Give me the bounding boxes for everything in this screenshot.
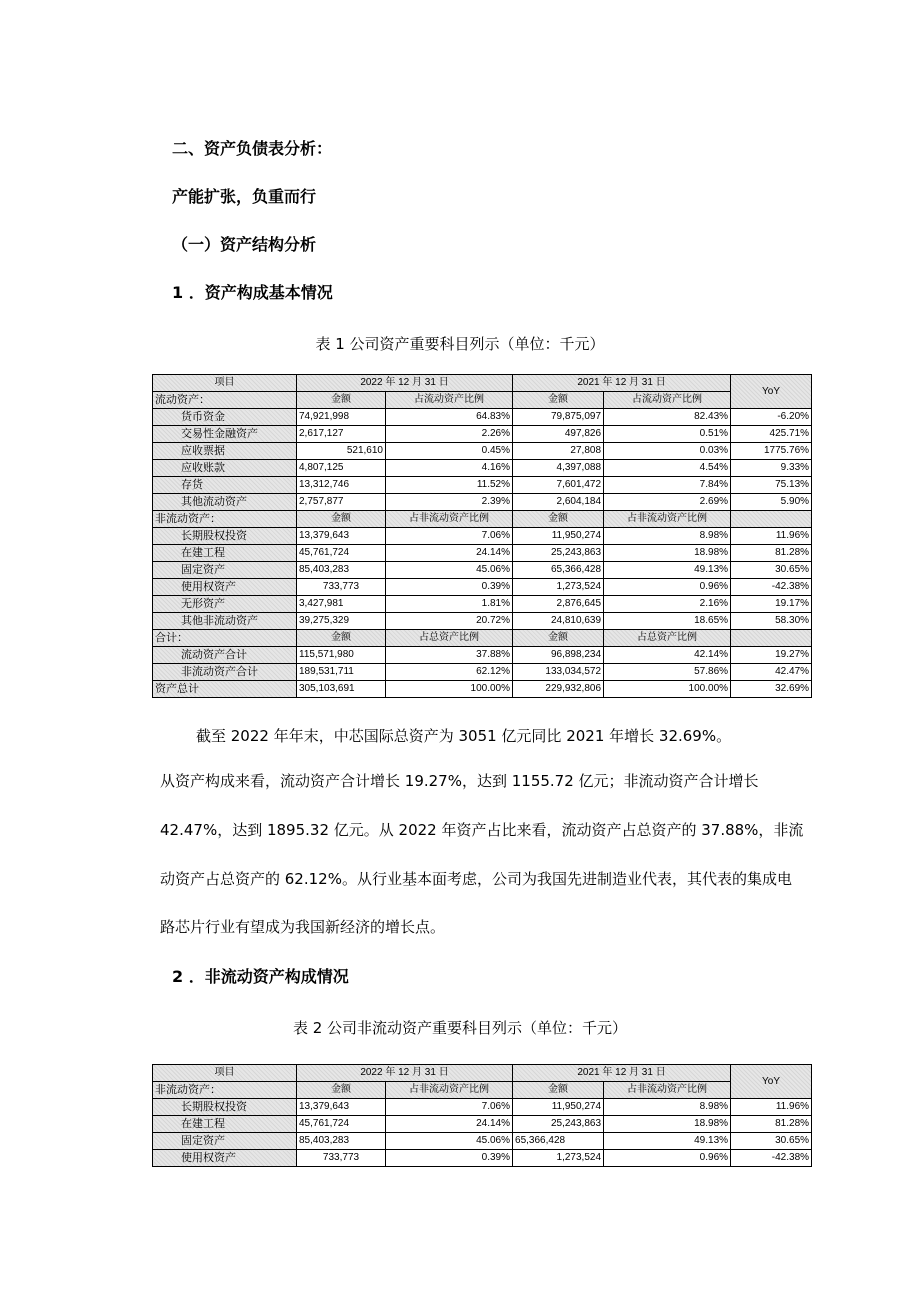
yoy-value: 30.65% bbox=[731, 562, 812, 579]
table-row bbox=[153, 1116, 812, 1133]
empty-cell bbox=[731, 511, 812, 528]
amount-2021: 11,950,274 bbox=[513, 528, 604, 545]
amount-2021: 2,604,184 bbox=[513, 494, 604, 511]
table-row bbox=[153, 1150, 812, 1167]
group-row-current-assets bbox=[153, 392, 812, 409]
amount-2022: 45,761,724 bbox=[297, 545, 386, 562]
row-label: 无形资产 bbox=[153, 596, 297, 613]
table-row bbox=[153, 647, 812, 664]
ratio-2021: 18.65% bbox=[604, 613, 731, 630]
header-year-2021: 2021 年 12 月 31 日 bbox=[513, 375, 731, 392]
amount-2022: 2,617,127 bbox=[297, 426, 386, 443]
table-row bbox=[153, 545, 812, 562]
amount-2021: 24,810,639 bbox=[513, 613, 604, 630]
row-label: 其他流动资产 bbox=[153, 494, 297, 511]
amount-2022: 115,571,980 bbox=[297, 647, 386, 664]
ratio-2022: 45.06% bbox=[386, 562, 513, 579]
table-header-row bbox=[153, 375, 812, 392]
yoy-value: 19.27% bbox=[731, 647, 812, 664]
row-label: 应收账款 bbox=[153, 460, 297, 477]
table-row bbox=[153, 409, 812, 426]
ratio-2021: 49.13% bbox=[604, 1133, 731, 1150]
paragraph-line-1: 截至 2022 年年末，中芯国际总资产为 3051 亿元同比 2021 年增长 32.69%。 bbox=[196, 727, 732, 745]
ratio-2021: 8.98% bbox=[604, 1099, 731, 1116]
ratio-2022: 2.39% bbox=[386, 494, 513, 511]
header-item: 项目 bbox=[153, 1065, 297, 1082]
yoy-value: 42.47% bbox=[731, 664, 812, 681]
amount-2021: 229,932,806 bbox=[513, 681, 604, 698]
amount-2021: 65,366,428 bbox=[513, 562, 604, 579]
ratio-2021: 0.03% bbox=[604, 443, 731, 460]
ratio-header: 占非流动资产比例 bbox=[386, 511, 513, 528]
yoy-value: 9.33% bbox=[731, 460, 812, 477]
ratio-2021: 0.96% bbox=[604, 1150, 731, 1167]
ratio-2022: 24.14% bbox=[386, 545, 513, 562]
row-label: 存货 bbox=[153, 477, 297, 494]
group-row-non-current-assets bbox=[153, 511, 812, 528]
table-total-row bbox=[153, 681, 812, 698]
table-row bbox=[153, 1099, 812, 1116]
table1-asset-items bbox=[152, 374, 812, 698]
amount-2021: 79,875,097 bbox=[513, 409, 604, 426]
ratio-header: 占总资产比例 bbox=[604, 630, 731, 647]
header-year-2022: 2022 年 12 月 31 日 bbox=[297, 375, 513, 392]
amount-header: 金额 bbox=[297, 1082, 386, 1099]
yoy-value: 81.28% bbox=[731, 545, 812, 562]
ratio-2022: 24.14% bbox=[386, 1116, 513, 1133]
row-label: 使用权资产 bbox=[153, 579, 297, 596]
ratio-header: 占流动资产比例 bbox=[386, 392, 513, 409]
ratio-2022: 45.06% bbox=[386, 1133, 513, 1150]
row-label: 交易性金融资产 bbox=[153, 426, 297, 443]
ratio-2022: 100.00% bbox=[386, 681, 513, 698]
row-label: 流动资产合计 bbox=[153, 647, 297, 664]
ratio-2021: 4.54% bbox=[604, 460, 731, 477]
table1-caption: 表 1 公司资产重要科目列示（单位：千元） bbox=[315, 335, 605, 353]
row-label: 固定资产 bbox=[153, 1133, 297, 1150]
ratio-2022: 1.81% bbox=[386, 596, 513, 613]
group-row-non-current-assets bbox=[153, 1082, 812, 1099]
amount-header: 金额 bbox=[297, 392, 386, 409]
yoy-value: 81.28% bbox=[731, 1116, 812, 1133]
ratio-2022: 20.72% bbox=[386, 613, 513, 630]
amount-2021: 1,273,524 bbox=[513, 579, 604, 596]
heading-non-current-composition: 2 ．非流动资产构成情况 bbox=[172, 967, 349, 986]
amount-2022: 13,312,746 bbox=[297, 477, 386, 494]
amount-2021: 96,898,234 bbox=[513, 647, 604, 664]
table-row bbox=[153, 579, 812, 596]
yoy-value: 19.17% bbox=[731, 596, 812, 613]
ratio-2022: 11.52% bbox=[386, 477, 513, 494]
row-label: 资产总计 bbox=[153, 681, 297, 698]
yoy-value: 32.69% bbox=[731, 681, 812, 698]
group-row-totals bbox=[153, 630, 812, 647]
table-row bbox=[153, 426, 812, 443]
ratio-header: 占非流动资产比例 bbox=[604, 1082, 731, 1099]
table-row bbox=[153, 562, 812, 579]
paragraph-line-4: 动资产占总资产的 62.12%。从行业基本面考虑，公司为我国先进制造业代表，其代表的集成电 bbox=[160, 870, 792, 888]
yoy-value: -42.38% bbox=[731, 1150, 812, 1167]
ratio-2021: 18.98% bbox=[604, 545, 731, 562]
amount-2022: 3,427,981 bbox=[297, 596, 386, 613]
table2-non-current-items bbox=[152, 1064, 812, 1167]
row-label: 长期股权投资 bbox=[153, 528, 297, 545]
ratio-2021: 18.98% bbox=[604, 1116, 731, 1133]
group-label: 合计： bbox=[153, 630, 297, 647]
table1-body bbox=[153, 375, 812, 698]
empty-cell bbox=[731, 630, 812, 647]
amount-2021: 497,826 bbox=[513, 426, 604, 443]
table-row bbox=[153, 494, 812, 511]
amount-2022: 733,773 bbox=[297, 1150, 386, 1167]
amount-2022: 85,403,283 bbox=[297, 1133, 386, 1150]
amount-header: 金额 bbox=[513, 1082, 604, 1099]
ratio-2021: 100.00% bbox=[604, 681, 731, 698]
table2-body bbox=[153, 1065, 812, 1167]
amount-2022: 189,531,711 bbox=[297, 664, 386, 681]
ratio-2021: 49.13% bbox=[604, 562, 731, 579]
ratio-2022: 37.88% bbox=[386, 647, 513, 664]
header-yoy: YoY bbox=[731, 375, 812, 409]
heading-asset-composition: 1 ．资产构成基本情况 bbox=[172, 283, 333, 302]
table-header-row bbox=[153, 1065, 812, 1082]
paragraph-line-3: 42.47%，达到 1895.32 亿元。从 2022 年资产占比来看，流动资产占总资产的 37.88%，非流 bbox=[160, 821, 804, 839]
ratio-header: 占总资产比例 bbox=[386, 630, 513, 647]
amount-2022: 74,921,998 bbox=[297, 409, 386, 426]
amount-2022: 39,275,329 bbox=[297, 613, 386, 630]
amount-2022: 13,379,643 bbox=[297, 1099, 386, 1116]
ratio-2021: 7.84% bbox=[604, 477, 731, 494]
header-yoy: YoY bbox=[731, 1065, 812, 1099]
amount-2022: 85,403,283 bbox=[297, 562, 386, 579]
amount-2022: 521,610 bbox=[297, 443, 386, 460]
ratio-2021: 8.98% bbox=[604, 528, 731, 545]
ratio-2021: 0.51% bbox=[604, 426, 731, 443]
table-row bbox=[153, 460, 812, 477]
table-row bbox=[153, 596, 812, 613]
ratio-2022: 7.06% bbox=[386, 1099, 513, 1116]
amount-2022: 45,761,724 bbox=[297, 1116, 386, 1133]
group-label: 非流动资产： bbox=[153, 511, 297, 528]
yoy-value: 425.71% bbox=[731, 426, 812, 443]
amount-2022: 733,773 bbox=[297, 579, 386, 596]
yoy-value: 75.13% bbox=[731, 477, 812, 494]
group-label: 非流动资产： bbox=[153, 1082, 297, 1099]
row-label: 在建工程 bbox=[153, 1116, 297, 1133]
amount-2021: 27,808 bbox=[513, 443, 604, 460]
table-row bbox=[153, 664, 812, 681]
amount-header: 金额 bbox=[297, 511, 386, 528]
yoy-value: 5.90% bbox=[731, 494, 812, 511]
ratio-2022: 62.12% bbox=[386, 664, 513, 681]
amount-header: 金额 bbox=[513, 392, 604, 409]
ratio-2021: 2.16% bbox=[604, 596, 731, 613]
row-label: 长期股权投资 bbox=[153, 1099, 297, 1116]
heading-asset-structure: （一）资产结构分析 bbox=[172, 235, 317, 254]
table-row bbox=[153, 1133, 812, 1150]
ratio-header: 占非流动资产比例 bbox=[604, 511, 731, 528]
amount-2021: 4,397,088 bbox=[513, 460, 604, 477]
row-label: 非流动资产合计 bbox=[153, 664, 297, 681]
heading-capacity-expansion: 产能扩张，负重而行 bbox=[172, 187, 317, 206]
ratio-2021: 2.69% bbox=[604, 494, 731, 511]
row-label: 其他非流动资产 bbox=[153, 613, 297, 630]
ratio-2022: 0.45% bbox=[386, 443, 513, 460]
ratio-2022: 0.39% bbox=[386, 579, 513, 596]
amount-2021: 25,243,863 bbox=[513, 545, 604, 562]
ratio-2022: 7.06% bbox=[386, 528, 513, 545]
header-item: 项目 bbox=[153, 375, 297, 392]
amount-2022: 13,379,643 bbox=[297, 528, 386, 545]
row-label: 应收票据 bbox=[153, 443, 297, 460]
yoy-value: 1775.76% bbox=[731, 443, 812, 460]
amount-2021: 2,876,645 bbox=[513, 596, 604, 613]
amount-2021: 1,273,524 bbox=[513, 1150, 604, 1167]
header-year-2021: 2021 年 12 月 31 日 bbox=[513, 1065, 731, 1082]
paragraph-line-5: 路芯片行业有望成为我国新经济的增长点。 bbox=[160, 918, 446, 936]
table-row bbox=[153, 443, 812, 460]
header-year-2022: 2022 年 12 月 31 日 bbox=[297, 1065, 513, 1082]
yoy-value: -42.38% bbox=[731, 579, 812, 596]
paragraph-line-2: 从资产构成来看，流动资产合计增长 19.27%，达到 1155.72 亿元；非流动资产合计增长 bbox=[160, 772, 759, 790]
ratio-2022: 2.26% bbox=[386, 426, 513, 443]
row-label: 使用权资产 bbox=[153, 1150, 297, 1167]
ratio-header: 占非流动资产比例 bbox=[386, 1082, 513, 1099]
amount-header: 金额 bbox=[297, 630, 386, 647]
yoy-value: 30.65% bbox=[731, 1133, 812, 1150]
amount-2021: 7,601,472 bbox=[513, 477, 604, 494]
ratio-2021: 57.86% bbox=[604, 664, 731, 681]
table-row bbox=[153, 477, 812, 494]
amount-2021: 65,366,428 bbox=[513, 1133, 604, 1150]
amount-header: 金额 bbox=[513, 630, 604, 647]
ratio-2022: 64.83% bbox=[386, 409, 513, 426]
table-row bbox=[153, 528, 812, 545]
amount-2021: 11,950,274 bbox=[513, 1099, 604, 1116]
yoy-value: 11.96% bbox=[731, 528, 812, 545]
ratio-2021: 0.96% bbox=[604, 579, 731, 596]
heading-balance-sheet-analysis: 二、资产负债表分析： bbox=[172, 139, 333, 158]
yoy-value: -6.20% bbox=[731, 409, 812, 426]
yoy-value: 58.30% bbox=[731, 613, 812, 630]
ratio-2022: 4.16% bbox=[386, 460, 513, 477]
ratio-2021: 82.43% bbox=[604, 409, 731, 426]
amount-2022: 2,757,877 bbox=[297, 494, 386, 511]
table2-caption: 表 2 公司非流动资产重要科目列示（单位：千元） bbox=[292, 1019, 628, 1037]
ratio-2022: 0.39% bbox=[386, 1150, 513, 1167]
row-label: 在建工程 bbox=[153, 545, 297, 562]
yoy-value: 11.96% bbox=[731, 1099, 812, 1116]
amount-2021: 133,034,572 bbox=[513, 664, 604, 681]
row-label: 货币资金 bbox=[153, 409, 297, 426]
ratio-2021: 42.14% bbox=[604, 647, 731, 664]
amount-2022: 4,807,125 bbox=[297, 460, 386, 477]
amount-2021: 25,243,863 bbox=[513, 1116, 604, 1133]
ratio-header: 占流动资产比例 bbox=[604, 392, 731, 409]
row-label: 固定资产 bbox=[153, 562, 297, 579]
table-row bbox=[153, 613, 812, 630]
group-label: 流动资产： bbox=[153, 392, 297, 409]
amount-header: 金额 bbox=[513, 511, 604, 528]
amount-2022: 305,103,691 bbox=[297, 681, 386, 698]
